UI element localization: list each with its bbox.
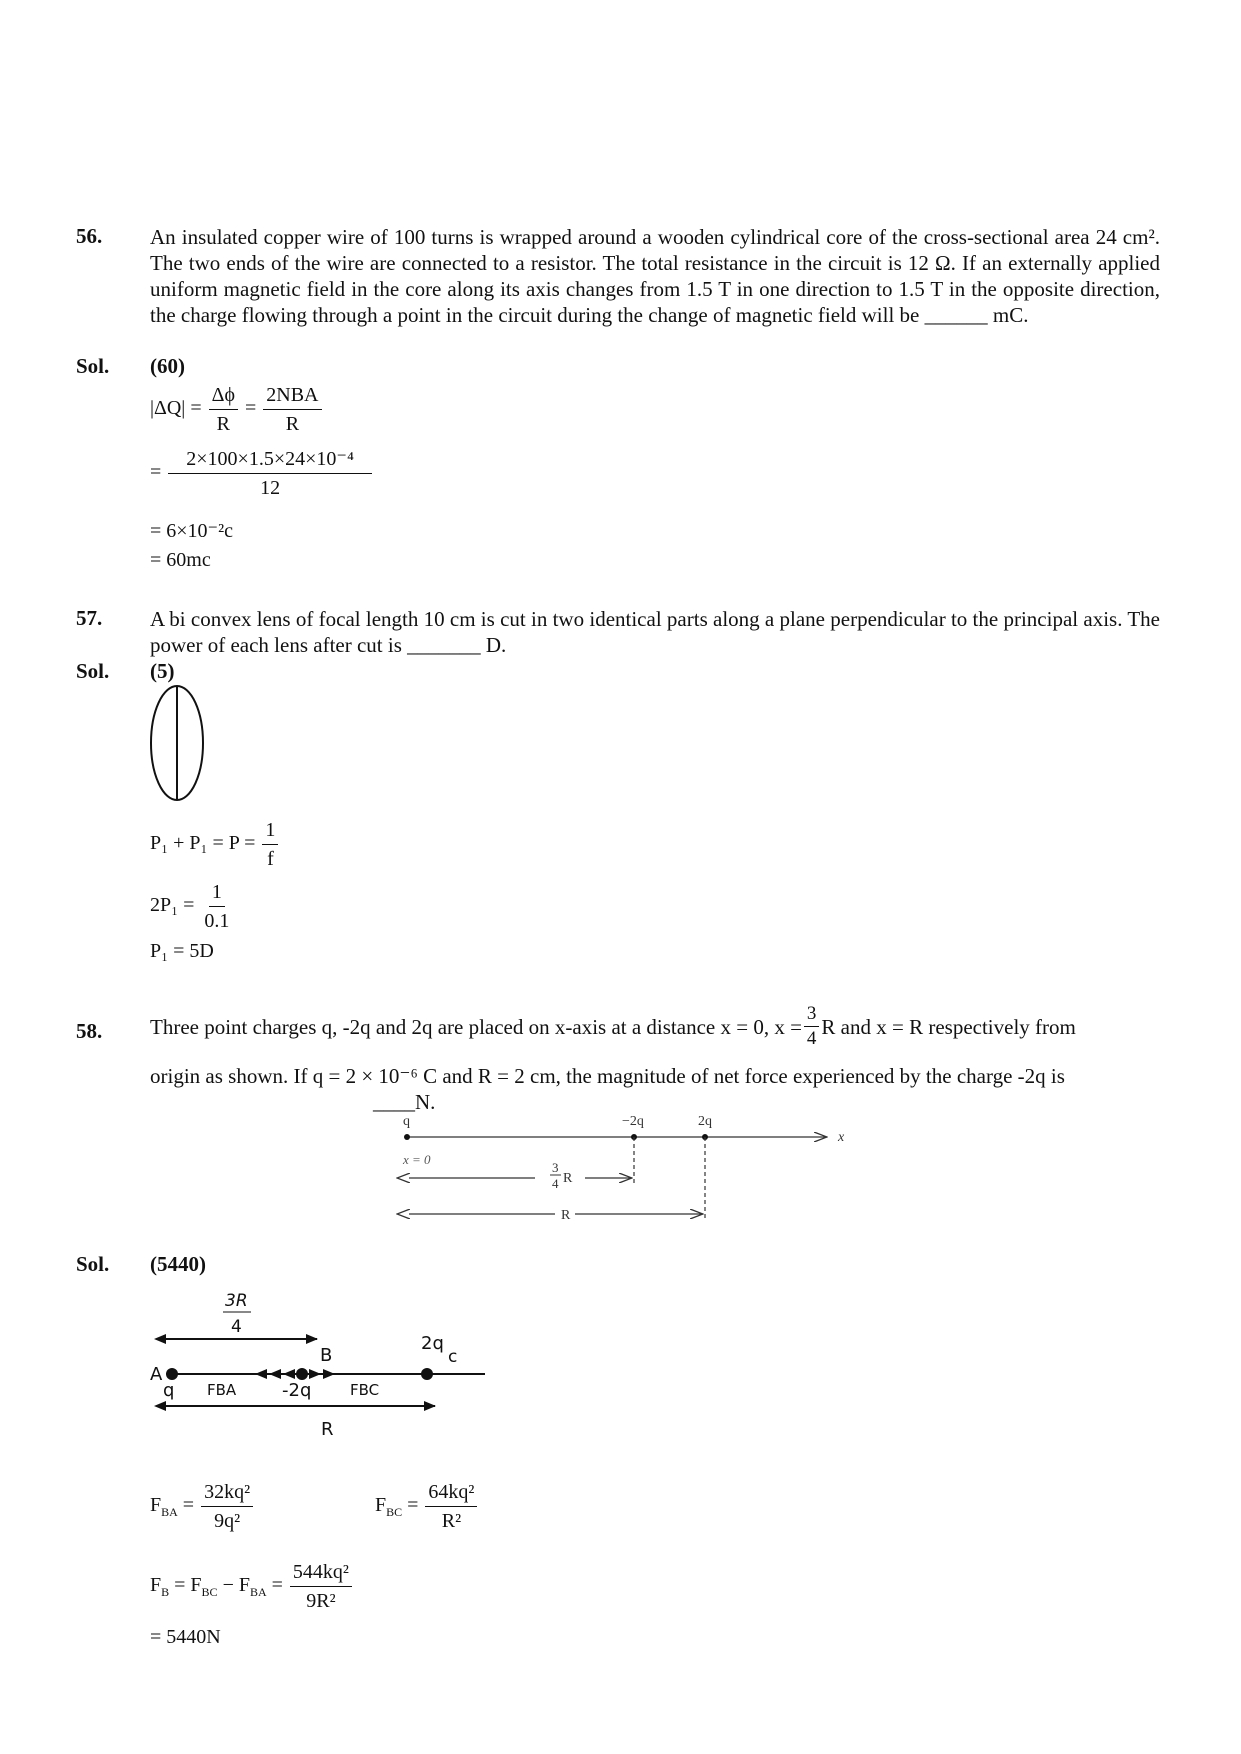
q57-equation-1 (150, 818, 280, 871)
solution-label-57: Sol. (76, 659, 110, 683)
force-diagram-figure (145, 1282, 495, 1447)
origin-label: x = 0 (403, 1152, 431, 1167)
question-58-line-3: ____N. (373, 1090, 436, 1114)
q56-equation-2 (150, 447, 374, 500)
q57-equation-3: P₁ = 5D (150, 940, 214, 962)
q56-equation-4: = 60mc (150, 549, 211, 571)
point-b-dot (296, 1368, 308, 1380)
denominator: 4 (806, 1028, 817, 1049)
point-a-dot (166, 1368, 178, 1380)
fraction (201, 880, 232, 933)
fig1-frac-num: 3 (552, 1160, 559, 1175)
fba-equation (150, 1480, 255, 1533)
eq-text: $F_B = F_{BC} - F_{BA}$ = (150, 1574, 283, 1600)
fraction (209, 383, 238, 436)
fig1-r-small: R (563, 1171, 573, 1186)
question-number-58: 58. (76, 1019, 103, 1043)
r-label: R (321, 1419, 334, 1440)
fbc-arrowhead-1 (309, 1369, 321, 1379)
eq-text: = (150, 461, 162, 484)
question-number-56: 56. (76, 224, 103, 248)
eq-text: $F_{BA}$ = (150, 1494, 195, 1520)
fraction (804, 1004, 820, 1049)
q56-equation-1 (150, 383, 324, 436)
fraction (290, 1560, 352, 1613)
charge-q-label: q (163, 1380, 175, 1401)
fba-arrowhead-1 (255, 1369, 267, 1379)
denominator: 9q² (214, 1510, 241, 1532)
question-58-line-1 (150, 1004, 1160, 1049)
numerator: 2×100×1.5×24×10⁻⁴ (168, 447, 372, 474)
charge-minus-2q-label: -2q (282, 1380, 312, 1401)
point-b-label: B (320, 1345, 333, 1366)
numerator: 32kq² (201, 1480, 253, 1507)
x-axis-label: x (838, 1130, 845, 1145)
fig2-4-label: 4 (231, 1317, 242, 1337)
denominator: R (285, 413, 300, 435)
fba-label: FBA (207, 1381, 237, 1399)
fb-result: = 5440N (150, 1626, 221, 1648)
eq-text: $F_{BC}$ = (375, 1494, 419, 1520)
point-c-dot (421, 1368, 433, 1380)
fb-equation (150, 1560, 354, 1613)
numerator: 3 (804, 1004, 820, 1027)
solution-label-58: Sol. (76, 1252, 110, 1276)
question-56-text: An insulated copper wire of 100 turns is wrapped around a wooden cylindrical core of the cross-sectional area 24 cm². The two ends of the wire are connected to a resistor. The total resistance in the circuit is 12 Ω. If an externally applied uniform magnetic field in the core along its axis changes from 1.5 T in one direction to 1.5 T in the opposite direction, the charge flowing through a point in the circuit during the change of magnetic field will be ______ mC. (150, 225, 1160, 327)
fraction (425, 1480, 477, 1533)
eq-text: = (244, 397, 257, 420)
fig2-3r-label: 3R (225, 1291, 248, 1311)
fbc-arrowhead-2 (323, 1369, 335, 1379)
numerator: 1 (209, 880, 225, 907)
charge-2q-label: 2q (421, 1333, 444, 1354)
answer-58: (5440) (150, 1252, 206, 1276)
fraction (201, 1480, 253, 1533)
fig1-frac-den: 4 (552, 1176, 559, 1191)
numerator: 64kq² (425, 1480, 477, 1507)
fbc-label: FBC (350, 1381, 380, 1399)
solution-label-56: Sol. (76, 354, 110, 378)
question-number-57: 57. (76, 606, 103, 630)
fba-arrowhead-2 (269, 1369, 281, 1379)
denominator: 9R² (306, 1590, 336, 1612)
fbc-equation (375, 1480, 479, 1533)
charge-minus-2q-label: −2q (622, 1114, 644, 1129)
eq-text: P₁ + P₁ = P = (150, 832, 256, 855)
charge-2q-label: 2q (698, 1114, 712, 1129)
charges-on-x-axis-figure (395, 1108, 850, 1234)
biconvex-lens-figure (145, 683, 210, 805)
denominator: f (267, 848, 274, 870)
numerator: 544kq² (290, 1560, 352, 1587)
q58-text-a: Three point charges q, -2q and 2q are placed on x-axis at a distance x = 0, x = (150, 1014, 802, 1039)
question-57-text: A bi convex lens of focal length 10 cm is cut in two identical parts along a plane perpendicular to the principal axis. The power of each lens after cut is _______ D. (150, 607, 1160, 657)
q56-equation-3: = 6×10⁻²c (150, 520, 233, 542)
answer-56: (60) (150, 354, 185, 378)
numerator: 2NBA (263, 383, 321, 410)
charge-q-dot (404, 1134, 410, 1140)
numerator: Δϕ (209, 383, 238, 410)
question-58-line-2: origin as shown. If q = 2 × 10⁻⁶ C and R = 2 cm, the magnitude of net force experienced by the charge -2q is (150, 1064, 1065, 1088)
fraction (262, 818, 278, 871)
point-a-label: A (150, 1364, 163, 1385)
numerator: 1 (262, 818, 278, 845)
eq-text: |ΔQ| = (150, 397, 202, 420)
eq-text: 2P₁ = (150, 894, 195, 917)
denominator: 0.1 (204, 910, 230, 932)
answer-57: (5) (150, 659, 175, 683)
q58-text-b: R and x = R respectively from (821, 1014, 1076, 1039)
fig1-r-label: R (561, 1208, 571, 1223)
fraction (263, 383, 321, 436)
q57-equation-2 (150, 880, 234, 933)
fba-arrowhead-3 (283, 1369, 295, 1379)
denominator: R (216, 413, 230, 435)
denominator: 12 (260, 477, 281, 499)
fraction (168, 447, 372, 500)
denominator: R² (441, 1510, 462, 1532)
charge-q-label: q (403, 1114, 410, 1129)
point-c-label: c (448, 1347, 458, 1367)
